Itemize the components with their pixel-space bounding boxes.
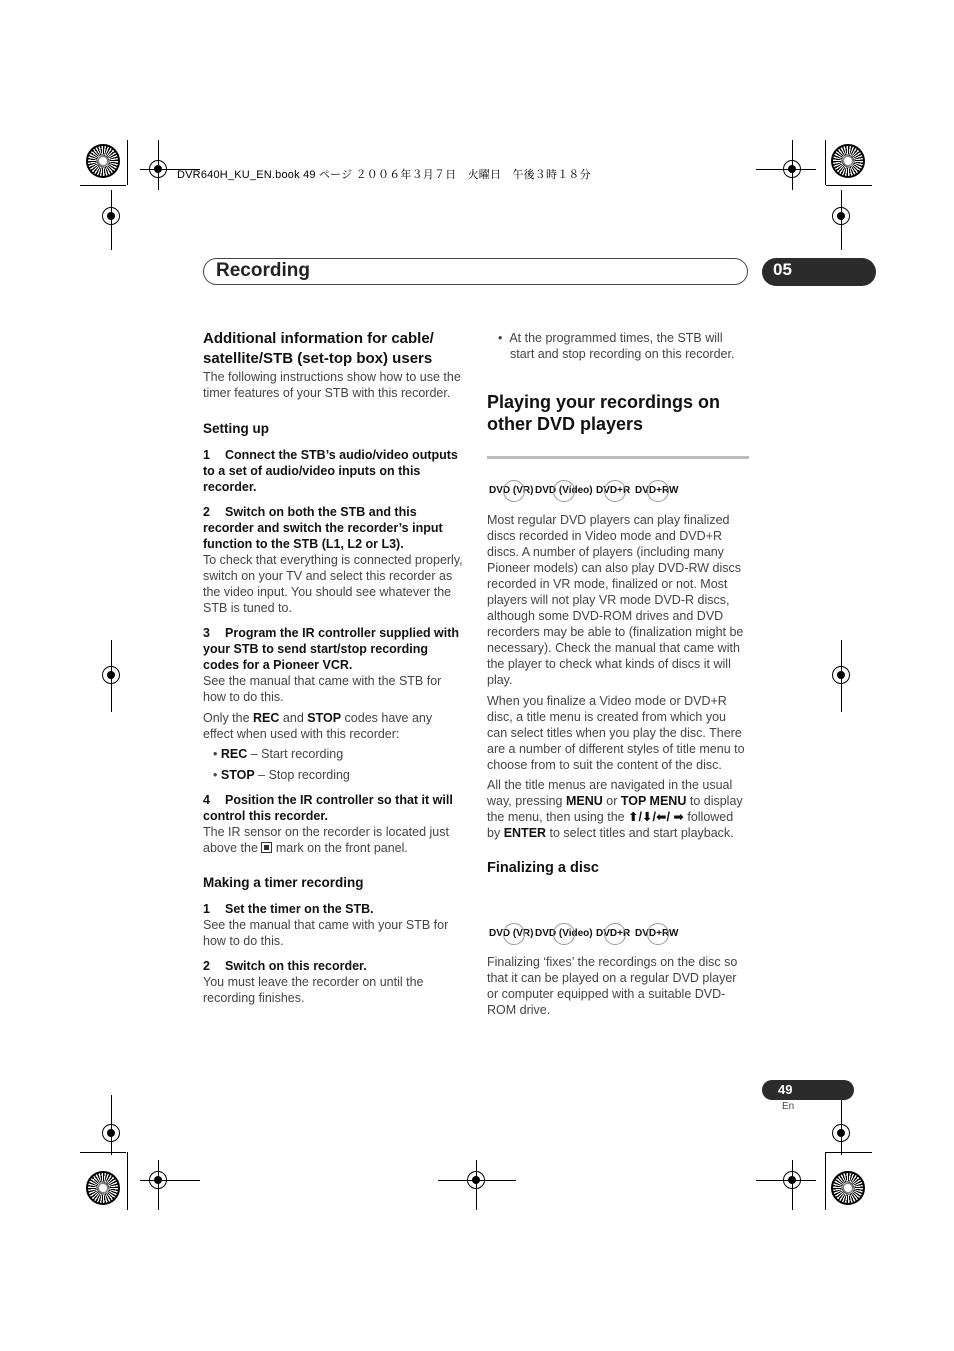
page-number-tab — [762, 1080, 854, 1100]
registration-wheel-icon — [86, 1171, 120, 1205]
text-run: The IR sensor on the recorder is located just above the — [203, 825, 449, 855]
crop-line — [80, 1152, 126, 1153]
step-2 — [203, 504, 465, 552]
step-number: 1 — [203, 902, 210, 916]
playing-paragraph-3 — [487, 777, 749, 841]
step-number: 2 — [203, 959, 210, 973]
key-rec: REC — [253, 711, 280, 725]
finalizing-body — [487, 954, 749, 1018]
left-column — [203, 329, 465, 1006]
crop-line — [438, 1180, 516, 1181]
page-number: 49 — [778, 1082, 793, 1097]
step-number: 2 — [203, 505, 210, 519]
step-text: Set the timer on the STB. — [225, 902, 374, 916]
right-column — [487, 330, 749, 435]
crop-line — [476, 1160, 477, 1210]
crop-line — [826, 1152, 872, 1153]
right-column-body — [487, 512, 749, 876]
timer-step-1-body: See the manual that came with your STB for how to do this. — [203, 918, 449, 948]
key-top-menu: TOP MENU — [620, 794, 687, 808]
playing-paragraph-1: Most regular DVD players can play finalized discs recorded in Video mode and DVD+R discs. A number of players (including many Pioneer models) can also play DVD-RW discs recorded in VR mode, finalized or not. Most players will not play VR mode DVD-R discs, although some DVD-ROM drives and DVD recorders may be able to (finalization might be necessary). Check the manual that came with the player to check what kinds of discs it will play. — [487, 513, 744, 687]
step-1 — [203, 447, 465, 495]
crop-line — [756, 1180, 816, 1181]
subheading-finalizing: Finalizing a disc — [487, 860, 599, 876]
section-title: Additional information for cable/ satellite/STB (set-top box) users — [203, 330, 434, 367]
registration-wheel-icon — [831, 1171, 865, 1205]
bullet-programmed: • At the programmed times, the STB will start and stop recording on this recorder. — [498, 331, 735, 361]
bullet-rec: • REC – Start recording — [213, 747, 344, 761]
crop-line — [756, 169, 816, 170]
crop-line — [127, 140, 128, 185]
key-stop: STOP — [307, 711, 342, 725]
crop-line — [792, 140, 793, 190]
crop-line — [826, 185, 872, 186]
arrow-keys-icon: ⬆/⬇/⬅/ ➡ — [628, 810, 684, 824]
section-title-playing: Playing your recordings on other DVD players — [487, 392, 721, 434]
playing-paragraph-2: When you finalize a Video mode or DVD+R disc, a title menu is created from which you can select titles when you play the disc. There are a number of different styles of title menu to choose from to suit the content of the disc. — [487, 694, 745, 772]
key-menu: MENU — [565, 794, 603, 808]
disc-label: DVD (VR) — [489, 485, 534, 496]
crop-line — [841, 1095, 842, 1155]
text-run: At the programmed times, the STB will start and stop recording on this recorder. — [509, 331, 735, 361]
ir-sensor-icon — [261, 842, 272, 853]
text-run: Only the — [203, 711, 254, 725]
disc-label: DVD (Video) — [535, 485, 593, 496]
text-run: followed by — [487, 810, 734, 840]
intro-text: The following instructions show how to use the timer features of your STB with this recorder. — [203, 370, 461, 400]
text-run: – Start recording — [247, 747, 344, 761]
step-2-body: To check that everything is connected properly, switch on your TV and select this recorder as the video input. You should see whatever the STB is tuned to. — [203, 553, 463, 615]
language-label: En — [782, 1101, 795, 1112]
text-run: – Stop recording — [254, 768, 350, 782]
crop-line — [825, 140, 826, 185]
crop-line — [841, 640, 842, 712]
text-run: mark on the front panel. — [272, 841, 408, 855]
text-run: All the title menus are navigated in the usual way, pressing — [487, 778, 733, 808]
finalizing-paragraph: Finalizing ‘fixes’ the recordings on the disc so that it can be played on a regular DVD player or computer equipped with a suitable DVD-ROM drive. — [487, 955, 738, 1017]
crop-line — [111, 1095, 112, 1155]
subheading-setting-up: Setting up — [203, 421, 269, 436]
disc-label: DVD (VR) — [489, 928, 534, 939]
crop-line — [140, 1180, 200, 1181]
text-run: to select titles and start playback. — [546, 826, 734, 840]
step-text: Switch on both the STB and this recorder and switch the recorder’s input function to the STB (L1, L2 or L3). — [203, 505, 443, 551]
key-enter: ENTER — [503, 826, 547, 840]
text-run: to display the menu, then using the — [487, 794, 743, 824]
disc-badge-dvd-plus-r — [596, 928, 630, 939]
crop-line — [825, 1152, 826, 1210]
step-4 — [203, 792, 465, 824]
registration-wheel-icon — [86, 144, 120, 178]
disc-label: DVD (Video) — [535, 928, 593, 939]
book-info-line: DVR640H_KU_EN.book 49 ページ ２００６年３月７日 火曜日 午後３時１８分 — [177, 169, 591, 181]
page-title: Recording — [216, 260, 310, 281]
step-text: Switch on this recorder. — [225, 959, 367, 973]
disc-badge-dvd-video — [535, 485, 593, 496]
crop-line — [158, 1160, 159, 1210]
step-text: Position the IR controller so that it will control this recorder. — [203, 793, 453, 823]
disc-badge-dvd-vr — [489, 928, 533, 939]
text-run: or — [602, 794, 621, 808]
crop-line — [127, 1152, 128, 1210]
disc-badge-dvd-vr — [489, 485, 533, 496]
timer-step-2-body: You must leave the recorder on until the recording finishes. — [203, 975, 424, 1005]
step-number: 1 — [203, 448, 210, 462]
crop-line — [158, 140, 159, 190]
step-text: Connect the STB’s audio/video outputs to a set of audio/video inputs on this recorder. — [203, 448, 458, 494]
disc-label: DVD+R — [596, 485, 631, 496]
timer-step-2 — [203, 958, 465, 974]
disc-label: DVD+RW — [635, 485, 679, 496]
text-run: and — [279, 711, 308, 725]
disc-badge-dvd-video — [535, 928, 593, 939]
key-rec: REC — [220, 747, 248, 761]
bullet-stop: • STOP – Stop recording — [213, 768, 350, 782]
crop-line — [80, 185, 126, 186]
step-number: 4 — [203, 793, 210, 807]
disc-badge-dvd-plus-rw — [635, 928, 678, 939]
registration-wheel-icon — [831, 144, 865, 178]
key-stop: STOP — [220, 768, 255, 782]
text-run: codes have any effect when used with this recorder: — [203, 711, 433, 741]
timer-step-1 — [203, 901, 465, 917]
crop-line — [111, 190, 112, 250]
step-3-body: See the manual that came with the STB for how to do this. — [203, 674, 442, 704]
step-text: Program the IR controller supplied with your STB to send start/stop recording codes for a Pioneer VCR. — [203, 626, 460, 672]
step-number: 3 — [203, 626, 210, 640]
disc-badge-dvd-plus-r — [596, 485, 630, 496]
section-rule — [487, 456, 749, 459]
subheading-timer: Making a timer recording — [203, 875, 364, 890]
disc-badge-dvd-plus-rw — [635, 485, 678, 496]
crop-line — [841, 190, 842, 250]
crop-line — [792, 1160, 793, 1210]
step-3 — [203, 625, 465, 673]
disc-label: DVD+RW — [635, 928, 679, 939]
codes-text — [203, 710, 465, 742]
disc-label: DVD+R — [596, 928, 631, 939]
crop-line — [111, 640, 112, 712]
chapter-number: 05 — [773, 260, 792, 279]
step-4-body — [203, 824, 465, 856]
